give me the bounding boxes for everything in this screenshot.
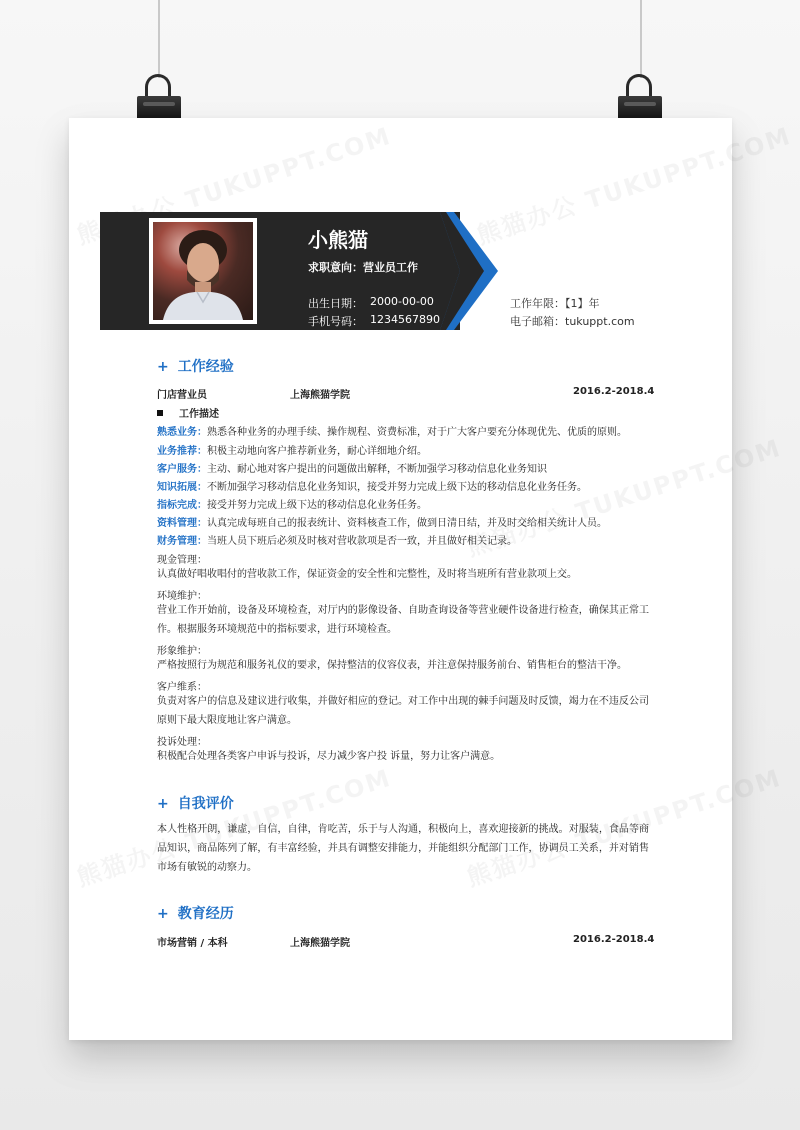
email	[510, 313, 635, 329]
birth-date-label: 出生日期：	[308, 297, 363, 310]
plus-icon: +	[157, 796, 169, 812]
block-text: 积极配合处理各类客户申诉与投诉，尽力减少客户投 诉量，努力让客户满意。	[157, 751, 501, 762]
work-years-label: 工作年限：	[510, 297, 565, 310]
job-intent	[308, 259, 418, 275]
plus-icon: +	[157, 906, 169, 922]
birth-date-value: 2000-00-00	[370, 295, 434, 308]
section-self-label: 自我评价	[177, 796, 234, 812]
section-work-label: 工作经验	[177, 359, 234, 375]
self-evaluation-text: 本人性格开朗，谦虚，自信，自律，肯吃苦，乐于与人沟通，积极向上，喜欢迎接新的挑战。对服装，食品等商品知识，商品陈列了解，有丰富经验，并具有调整安排能力，并能组织分配部门工作，协调员工关系，并对销售市场有敏锐的动察力。	[157, 824, 649, 873]
phone-value: 1234567890	[370, 313, 440, 326]
job-intent-label: 求职意向：	[308, 261, 363, 274]
block-text: 认真做好唱收唱付的营收款工作，保证资金的安全性和完整性，及时将当班所有营业款项上交。	[157, 569, 577, 580]
hanging-string-right	[640, 0, 642, 78]
work-position: 门店营业员	[157, 390, 207, 401]
work-item: 知识拓展：不断加强学习移动信息化业务知识，接受并努力完成上级下达的移动信息化业务任务。	[157, 482, 587, 493]
email-label: 电子邮箱：	[510, 315, 565, 328]
edu-school: 上海熊猫学院	[290, 938, 350, 949]
work-desc-heading-label: 工作描述	[179, 409, 219, 420]
work-item: 客户服务：主动、耐心地对客户提出的问题做出解释，不断加强学习移动信息化业务知识	[157, 464, 547, 475]
block-label: 客户维系：	[157, 682, 207, 693]
section-edu-label: 教育经历	[177, 906, 234, 922]
work-item: 指标完成：接受并努力完成上级下达的移动信息化业务任务。	[157, 500, 427, 511]
email-value: tukuppt.com	[565, 315, 635, 328]
work-years-value: 【1】年	[565, 297, 600, 310]
section-work-title	[157, 356, 234, 376]
work-item: 财务管理：当班人员下班后必须及时核对营收款项是否一致，并且做好相关记录。	[157, 536, 517, 547]
section-self-title	[157, 793, 234, 813]
block-label: 现金管理：	[157, 555, 207, 566]
section-edu-title	[157, 903, 234, 923]
block-label: 环境维护：	[157, 591, 207, 602]
header-chevron	[440, 212, 500, 330]
work-item: 熟悉业务：熟悉各种业务的办理手续、操作规程、资费标准，对于广大客户要充分体现优先、优质的原则。	[157, 427, 627, 438]
avatar	[153, 222, 253, 320]
phone-label: 手机号码：	[308, 315, 363, 328]
block-label: 形象维护：	[157, 646, 207, 657]
work-item: 业务推荐：积极主动地向客户推荐新业务，耐心详细地介绍。	[157, 446, 427, 457]
work-years	[510, 295, 600, 311]
job-intent-value: 营业员工作	[363, 261, 418, 274]
block-text: 营业工作开始前，设备及环境检查，对厅内的影像设备、自助查询设备等营业硬件设备进行检查，确保其正常工作。根据服务环境规范中的指标要求，进行环境检查。	[157, 605, 649, 635]
block-text: 负责对客户的信息及建议进行收集，并做好相应的登记。对工作中出现的棘手问题及时反馈，竭力在不违反公司原则下最大限度地让客户满意。	[157, 696, 649, 726]
candidate-name: 小熊猫	[308, 228, 368, 252]
work-item: 资料管理：认真完成每班自己的报表统计、资料核查工作，做到日清日结，并及时交给相关统计人员。	[157, 518, 607, 529]
profile-photo	[149, 218, 257, 324]
work-company: 上海熊猫学院	[290, 390, 350, 401]
edu-major: 市场营销 / 本科	[157, 938, 228, 949]
work-desc-heading	[157, 405, 219, 420]
hanging-string-left	[158, 0, 160, 78]
edu-period: 2016.2-2018.4	[573, 934, 655, 945]
block-text: 严格按照行为规范和服务礼仪的要求，保持整洁的仪容仪表，并注意保持服务前台、销售柜台的整洁干净。	[157, 660, 627, 671]
work-period: 2016.2-2018.4	[573, 386, 655, 397]
plus-icon: +	[157, 359, 169, 375]
block-label: 投诉处理：	[157, 737, 207, 748]
square-bullet-icon	[157, 410, 163, 416]
